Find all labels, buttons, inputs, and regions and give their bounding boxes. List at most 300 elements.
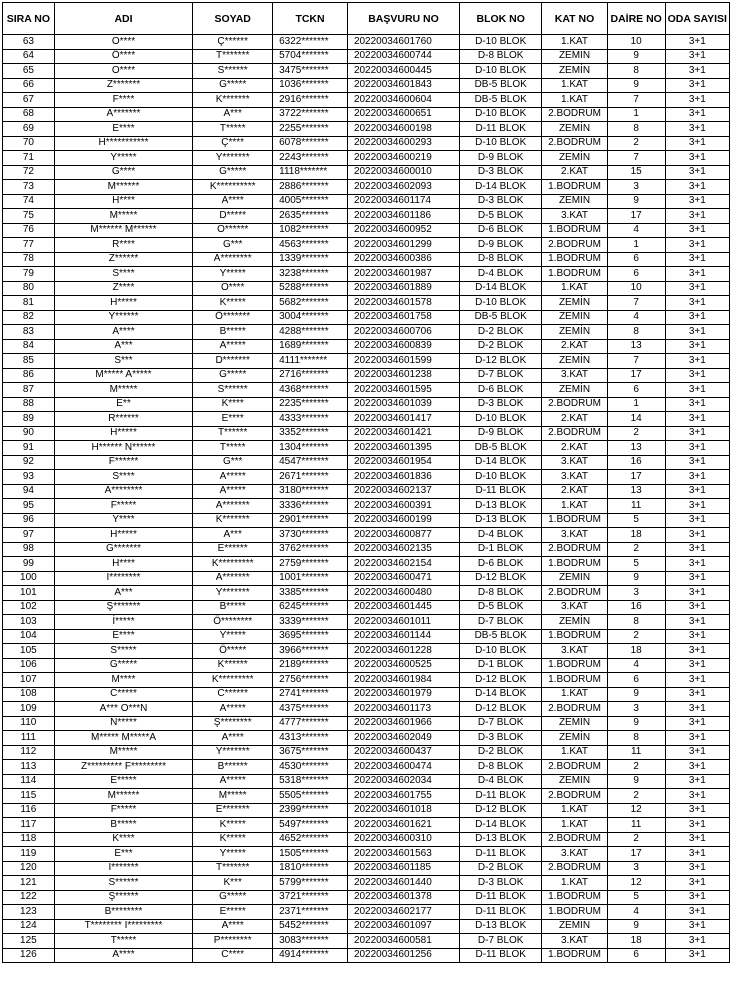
cell-adi: Z****** — [54, 252, 193, 267]
cell-oda-sayisi: 3+1 — [665, 484, 729, 499]
table-row — [3, 861, 730, 876]
cell-sira-no: 93 — [3, 470, 55, 485]
cell-adi: H*********** — [54, 136, 193, 151]
cell-soyad: Ş******** — [193, 716, 273, 731]
cell-soyad: T******* — [193, 861, 273, 876]
cell-basvuru-no: 20220034600474 — [347, 760, 459, 775]
cell-kat-no: 1.BODRUM — [542, 180, 607, 195]
table-row — [3, 890, 730, 905]
cell-tckn: 2399******* — [273, 803, 348, 818]
cell-blok-no: D-9 BLOK — [460, 426, 542, 441]
cell-basvuru-no: 20220034600391 — [347, 499, 459, 514]
cell-adi: Ş****** — [54, 890, 193, 905]
cell-blok-no: DB-5 BLOK — [460, 441, 542, 456]
cell-soyad: G*** — [193, 455, 273, 470]
cell-blok-no: D-6 BLOK — [460, 557, 542, 572]
cell-adi: H***** — [54, 426, 193, 441]
cell-kat-no: 2.KAT — [542, 412, 607, 427]
cell-basvuru-no: 20220034602154 — [347, 557, 459, 572]
cell-daire-no: 1 — [607, 397, 665, 412]
cell-daire-no: 10 — [607, 281, 665, 296]
table-row — [3, 847, 730, 862]
cell-daire-no: 18 — [607, 644, 665, 659]
cell-sira-no: 116 — [3, 803, 55, 818]
cell-sira-no: 83 — [3, 325, 55, 340]
cell-kat-no: 1.KAT — [542, 745, 607, 760]
cell-oda-sayisi: 3+1 — [665, 528, 729, 543]
cell-soyad: A***** — [193, 702, 273, 717]
cell-sira-no: 106 — [3, 658, 55, 673]
cell-soyad: G***** — [193, 78, 273, 93]
cell-oda-sayisi: 3+1 — [665, 644, 729, 659]
cell-blok-no: D-14 BLOK — [460, 687, 542, 702]
cell-basvuru-no: 20220034600525 — [347, 658, 459, 673]
cell-basvuru-no: 20220034601758 — [347, 310, 459, 325]
cell-adi: F****** — [54, 455, 193, 470]
table-row — [3, 919, 730, 934]
cell-basvuru-no: 20220034601755 — [347, 789, 459, 804]
cell-soyad: Y******* — [193, 586, 273, 601]
cell-blok-no: D-1 BLOK — [460, 542, 542, 557]
cell-oda-sayisi: 3+1 — [665, 426, 729, 441]
cell-adi: M****** M****** — [54, 223, 193, 238]
cell-blok-no: D-10 BLOK — [460, 470, 542, 485]
table-row — [3, 223, 730, 238]
cell-basvuru-no: 20220034601018 — [347, 803, 459, 818]
cell-soyad: S****** — [193, 383, 273, 398]
cell-blok-no: D-13 BLOK — [460, 499, 542, 514]
table-row — [3, 470, 730, 485]
cell-soyad: G***** — [193, 165, 273, 180]
cell-oda-sayisi: 3+1 — [665, 513, 729, 528]
table-row — [3, 484, 730, 499]
cell-basvuru-no: 20220034602049 — [347, 731, 459, 746]
cell-soyad: Ç****** — [193, 35, 273, 50]
cell-kat-no: ZEMİN — [542, 615, 607, 630]
cell-adi: İ***** — [54, 615, 193, 630]
cell-daire-no: 9 — [607, 687, 665, 702]
cell-basvuru-no: 20220034601228 — [347, 644, 459, 659]
cell-adi: M***** M*****A — [54, 731, 193, 746]
header-oda-sayisi: ODA SAYISI — [665, 3, 729, 35]
table-row — [3, 194, 730, 209]
cell-kat-no: 2.KAT — [542, 441, 607, 456]
cell-daire-no: 6 — [607, 673, 665, 688]
cell-soyad: K********* — [193, 557, 273, 572]
cell-adi: B******** — [54, 905, 193, 920]
cell-tckn: 4563******* — [273, 238, 348, 253]
cell-adi: R**** — [54, 238, 193, 253]
cell-sira-no: 114 — [3, 774, 55, 789]
cell-kat-no: 3.KAT — [542, 368, 607, 383]
cell-kat-no: 3.KAT — [542, 209, 607, 224]
cell-daire-no: 9 — [607, 194, 665, 209]
cell-tckn: 3695******* — [273, 629, 348, 644]
cell-daire-no: 7 — [607, 93, 665, 108]
cell-sira-no: 105 — [3, 644, 55, 659]
cell-basvuru-no: 20220034600386 — [347, 252, 459, 267]
cell-kat-no: ZEMİN — [542, 354, 607, 369]
cell-soyad: K***** — [193, 832, 273, 847]
cell-basvuru-no: 20220034601563 — [347, 847, 459, 862]
cell-daire-no: 12 — [607, 803, 665, 818]
cell-soyad: M***** — [193, 789, 273, 804]
cell-daire-no: 7 — [607, 151, 665, 166]
cell-sira-no: 121 — [3, 876, 55, 891]
cell-sira-no: 78 — [3, 252, 55, 267]
cell-soyad: Ö******** — [193, 615, 273, 630]
cell-sira-no: 81 — [3, 296, 55, 311]
cell-sira-no: 123 — [3, 905, 55, 920]
cell-basvuru-no: 20220034602034 — [347, 774, 459, 789]
cell-soyad: B***** — [193, 600, 273, 615]
cell-adi: Z********* F********* — [54, 760, 193, 775]
table-row — [3, 934, 730, 949]
cell-soyad: B****** — [193, 760, 273, 775]
cell-adi: S**** — [54, 470, 193, 485]
cell-kat-no: 1.BODRUM — [542, 557, 607, 572]
table-row — [3, 658, 730, 673]
cell-kat-no: 3.KAT — [542, 847, 607, 862]
cell-soyad: O****** — [193, 223, 273, 238]
cell-soyad: G***** — [193, 368, 273, 383]
cell-blok-no: D-4 BLOK — [460, 267, 542, 282]
cell-sira-no: 101 — [3, 586, 55, 601]
cell-daire-no: 4 — [607, 905, 665, 920]
cell-blok-no: D-2 BLOK — [460, 745, 542, 760]
table-row — [3, 136, 730, 151]
table-row — [3, 383, 730, 398]
cell-blok-no: D-8 BLOK — [460, 49, 542, 64]
cell-blok-no: D-8 BLOK — [460, 252, 542, 267]
cell-soyad: Y******* — [193, 745, 273, 760]
cell-kat-no: ZEMİN — [542, 151, 607, 166]
cell-basvuru-no: 20220034600310 — [347, 832, 459, 847]
cell-adi: R****** — [54, 412, 193, 427]
cell-daire-no: 13 — [607, 339, 665, 354]
cell-daire-no: 11 — [607, 818, 665, 833]
cell-adi: Z**** — [54, 281, 193, 296]
cell-soyad: O**** — [193, 281, 273, 296]
cell-daire-no: 11 — [607, 499, 665, 514]
cell-kat-no: 1.KAT — [542, 818, 607, 833]
cell-soyad: T***** — [193, 441, 273, 456]
cell-tckn: 1689******* — [273, 339, 348, 354]
header-adi: ADI — [54, 3, 193, 35]
cell-adi: E*** — [54, 847, 193, 862]
cell-basvuru-no: 20220034601238 — [347, 368, 459, 383]
cell-tckn: 5799******* — [273, 876, 348, 891]
cell-daire-no: 2 — [607, 542, 665, 557]
cell-tckn: 5452******* — [273, 919, 348, 934]
cell-oda-sayisi: 3+1 — [665, 441, 729, 456]
cell-kat-no: 2.BODRUM — [542, 397, 607, 412]
cell-oda-sayisi: 3+1 — [665, 107, 729, 122]
cell-adi: S**** — [54, 267, 193, 282]
cell-blok-no: D-5 BLOK — [460, 600, 542, 615]
cell-basvuru-no: 20220034601595 — [347, 383, 459, 398]
cell-tckn: 2716******* — [273, 368, 348, 383]
cell-tckn: 3336******* — [273, 499, 348, 514]
cell-blok-no: D-13 BLOK — [460, 832, 542, 847]
cell-kat-no: ZEMİN — [542, 919, 607, 934]
cell-kat-no: 2.BODRUM — [542, 136, 607, 151]
cell-oda-sayisi: 3+1 — [665, 93, 729, 108]
cell-blok-no: D-12 BLOK — [460, 702, 542, 717]
table-row — [3, 426, 730, 441]
cell-tckn: 2671******* — [273, 470, 348, 485]
cell-tckn: 3722******* — [273, 107, 348, 122]
cell-daire-no: 8 — [607, 64, 665, 79]
cell-adi: S*** — [54, 354, 193, 369]
cell-tckn: 3730******* — [273, 528, 348, 543]
cell-soyad: A***** — [193, 470, 273, 485]
cell-soyad: A**** — [193, 731, 273, 746]
cell-daire-no: 9 — [607, 919, 665, 934]
cell-sira-no: 68 — [3, 107, 55, 122]
cell-kat-no: 1.BODRUM — [542, 673, 607, 688]
cell-kat-no: 1.BODRUM — [542, 267, 607, 282]
cell-soyad: C**** — [193, 948, 273, 963]
table-row — [3, 238, 730, 253]
cell-blok-no: D-6 BLOK — [460, 223, 542, 238]
cell-adi: S****** — [54, 876, 193, 891]
cell-oda-sayisi: 3+1 — [665, 296, 729, 311]
cell-adi: G******* — [54, 542, 193, 557]
cell-tckn: 2759******* — [273, 557, 348, 572]
cell-blok-no: D-9 BLOK — [460, 151, 542, 166]
table-row — [3, 180, 730, 195]
cell-basvuru-no: 20220034601039 — [347, 397, 459, 412]
cell-oda-sayisi: 3+1 — [665, 151, 729, 166]
cell-kat-no: 1.KAT — [542, 803, 607, 818]
cell-daire-no: 8 — [607, 731, 665, 746]
cell-kat-no: 1.BODRUM — [542, 629, 607, 644]
cell-adi: M***** — [54, 745, 193, 760]
cell-tckn: 4777******* — [273, 716, 348, 731]
table-row — [3, 615, 730, 630]
cell-sira-no: 112 — [3, 745, 55, 760]
cell-soyad: A*** — [193, 528, 273, 543]
cell-oda-sayisi: 3+1 — [665, 209, 729, 224]
cell-adi: İ******** — [54, 571, 193, 586]
cell-tckn: 2886******* — [273, 180, 348, 195]
cell-blok-no: D-2 BLOK — [460, 325, 542, 340]
cell-adi: Ö**** — [54, 49, 193, 64]
table-row — [3, 789, 730, 804]
cell-basvuru-no: 20220034601954 — [347, 455, 459, 470]
cell-soyad: A*** — [193, 107, 273, 122]
cell-tckn: 3475******* — [273, 64, 348, 79]
cell-soyad: A***** — [193, 774, 273, 789]
header-tckn: TCKN — [273, 3, 348, 35]
table-row — [3, 368, 730, 383]
cell-kat-no: 2.KAT — [542, 165, 607, 180]
cell-basvuru-no: 20220034601966 — [347, 716, 459, 731]
cell-kat-no: ZEMİN — [542, 571, 607, 586]
cell-daire-no: 5 — [607, 513, 665, 528]
cell-daire-no: 1 — [607, 107, 665, 122]
cell-blok-no: D-6 BLOK — [460, 383, 542, 398]
cell-blok-no: D-7 BLOK — [460, 368, 542, 383]
cell-oda-sayisi: 3+1 — [665, 731, 729, 746]
cell-adi: C***** — [54, 687, 193, 702]
cell-basvuru-no: 20220034601979 — [347, 687, 459, 702]
cell-blok-no: D-5 BLOK — [460, 209, 542, 224]
cell-sira-no: 115 — [3, 789, 55, 804]
cell-oda-sayisi: 3+1 — [665, 252, 729, 267]
cell-adi: A*** O***N — [54, 702, 193, 717]
cell-adi: H***** — [54, 528, 193, 543]
cell-soyad: G*** — [193, 238, 273, 253]
cell-basvuru-no: 20220034601984 — [347, 673, 459, 688]
cell-soyad: T****** — [193, 426, 273, 441]
cell-tckn: 4652******* — [273, 832, 348, 847]
cell-adi: F***** — [54, 803, 193, 818]
cell-blok-no: D-3 BLOK — [460, 876, 542, 891]
cell-adi: G**** — [54, 165, 193, 180]
cell-oda-sayisi: 3+1 — [665, 905, 729, 920]
cell-sira-no: 64 — [3, 49, 55, 64]
cell-soyad: K***** — [193, 296, 273, 311]
cell-soyad: S****** — [193, 64, 273, 79]
cell-basvuru-no: 20220034601889 — [347, 281, 459, 296]
cell-basvuru-no: 20220034601445 — [347, 600, 459, 615]
cell-oda-sayisi: 3+1 — [665, 818, 729, 833]
cell-kat-no: ZEMİN — [542, 383, 607, 398]
table-row — [3, 803, 730, 818]
cell-basvuru-no: 20220034601144 — [347, 629, 459, 644]
cell-blok-no: D-2 BLOK — [460, 861, 542, 876]
cell-kat-no: 2.BODRUM — [542, 789, 607, 804]
cell-tckn: 3339******* — [273, 615, 348, 630]
cell-daire-no: 17 — [607, 470, 665, 485]
cell-adi: M****** — [54, 180, 193, 195]
cell-adi: N***** — [54, 716, 193, 731]
cell-tckn: 1118******* — [273, 165, 348, 180]
cell-soyad: D******* — [193, 354, 273, 369]
cell-tckn: 1036******* — [273, 78, 348, 93]
cell-blok-no: D-14 BLOK — [460, 455, 542, 470]
cell-basvuru-no: 20220034601011 — [347, 615, 459, 630]
cell-tckn: 1001******* — [273, 571, 348, 586]
cell-oda-sayisi: 3+1 — [665, 354, 729, 369]
cell-daire-no: 16 — [607, 600, 665, 615]
cell-sira-no: 63 — [3, 35, 55, 50]
cell-blok-no: D-11 BLOK — [460, 847, 542, 862]
cell-soyad: E******* — [193, 803, 273, 818]
cell-daire-no: 1 — [607, 238, 665, 253]
cell-kat-no: 2.BODRUM — [542, 702, 607, 717]
table-row — [3, 687, 730, 702]
table-row — [3, 325, 730, 340]
cell-basvuru-no: 20220034601421 — [347, 426, 459, 441]
table-row — [3, 644, 730, 659]
cell-basvuru-no: 20220034601378 — [347, 890, 459, 905]
table-row — [3, 64, 730, 79]
table-row — [3, 629, 730, 644]
cell-tckn: 2371******* — [273, 905, 348, 920]
table-row — [3, 557, 730, 572]
cell-sira-no: 91 — [3, 441, 55, 456]
cell-kat-no: 1.BODRUM — [542, 890, 607, 905]
cell-blok-no: D-11 BLOK — [460, 122, 542, 137]
cell-tckn: 5497******* — [273, 818, 348, 833]
cell-oda-sayisi: 3+1 — [665, 397, 729, 412]
cell-tckn: 4005******* — [273, 194, 348, 209]
table-row — [3, 832, 730, 847]
cell-blok-no: D-13 BLOK — [460, 919, 542, 934]
table-row — [3, 455, 730, 470]
cell-oda-sayisi: 3+1 — [665, 789, 729, 804]
cell-daire-no: 11 — [607, 745, 665, 760]
cell-tckn: 3004******* — [273, 310, 348, 325]
cell-basvuru-no: 20220034600839 — [347, 339, 459, 354]
cell-sira-no: 126 — [3, 948, 55, 963]
cell-blok-no: D-8 BLOK — [460, 586, 542, 601]
cell-oda-sayisi: 3+1 — [665, 745, 729, 760]
cell-tckn: 2741******* — [273, 687, 348, 702]
cell-basvuru-no: 20220034601299 — [347, 238, 459, 253]
cell-blok-no: D-3 BLOK — [460, 165, 542, 180]
cell-adi: E**** — [54, 122, 193, 137]
cell-blok-no: D-10 BLOK — [460, 107, 542, 122]
cell-sira-no: 72 — [3, 165, 55, 180]
table-row — [3, 296, 730, 311]
cell-blok-no: D-12 BLOK — [460, 571, 542, 586]
cell-soyad: A**** — [193, 919, 273, 934]
table-row — [3, 542, 730, 557]
cell-blok-no: DB-5 BLOK — [460, 78, 542, 93]
cell-daire-no: 9 — [607, 49, 665, 64]
table-row — [3, 702, 730, 717]
cell-daire-no: 4 — [607, 658, 665, 673]
cell-basvuru-no: 20220034601173 — [347, 702, 459, 717]
cell-daire-no: 4 — [607, 223, 665, 238]
table-row — [3, 412, 730, 427]
cell-blok-no: D-11 BLOK — [460, 948, 542, 963]
cell-oda-sayisi: 3+1 — [665, 615, 729, 630]
cell-tckn: 3966******* — [273, 644, 348, 659]
cell-tckn: 4111******* — [273, 354, 348, 369]
cell-basvuru-no: 20220034602137 — [347, 484, 459, 499]
cell-kat-no: 1.BODRUM — [542, 658, 607, 673]
cell-sira-no: 80 — [3, 281, 55, 296]
cell-oda-sayisi: 3+1 — [665, 455, 729, 470]
cell-oda-sayisi: 3+1 — [665, 861, 729, 876]
cell-blok-no: D-12 BLOK — [460, 803, 542, 818]
cell-adi: M***** — [54, 383, 193, 398]
cell-daire-no: 3 — [607, 180, 665, 195]
cell-kat-no: 3.KAT — [542, 528, 607, 543]
cell-soyad: K*** — [193, 876, 273, 891]
cell-daire-no: 16 — [607, 455, 665, 470]
cell-adi: Z******* — [54, 78, 193, 93]
cell-tckn: 3721******* — [273, 890, 348, 905]
cell-adi: Ş******* — [54, 600, 193, 615]
cell-basvuru-no: 20220034601987 — [347, 267, 459, 282]
table-row — [3, 818, 730, 833]
cell-oda-sayisi: 3+1 — [665, 629, 729, 644]
cell-basvuru-no: 20220034601185 — [347, 861, 459, 876]
header-sira-no: SIRA NO — [3, 3, 55, 35]
cell-kat-no: 2.BODRUM — [542, 238, 607, 253]
cell-basvuru-no: 20220034601578 — [347, 296, 459, 311]
cell-daire-no: 9 — [607, 571, 665, 586]
cell-adi: K**** — [54, 832, 193, 847]
cell-basvuru-no: 20220034601097 — [347, 919, 459, 934]
cell-daire-no: 9 — [607, 716, 665, 731]
